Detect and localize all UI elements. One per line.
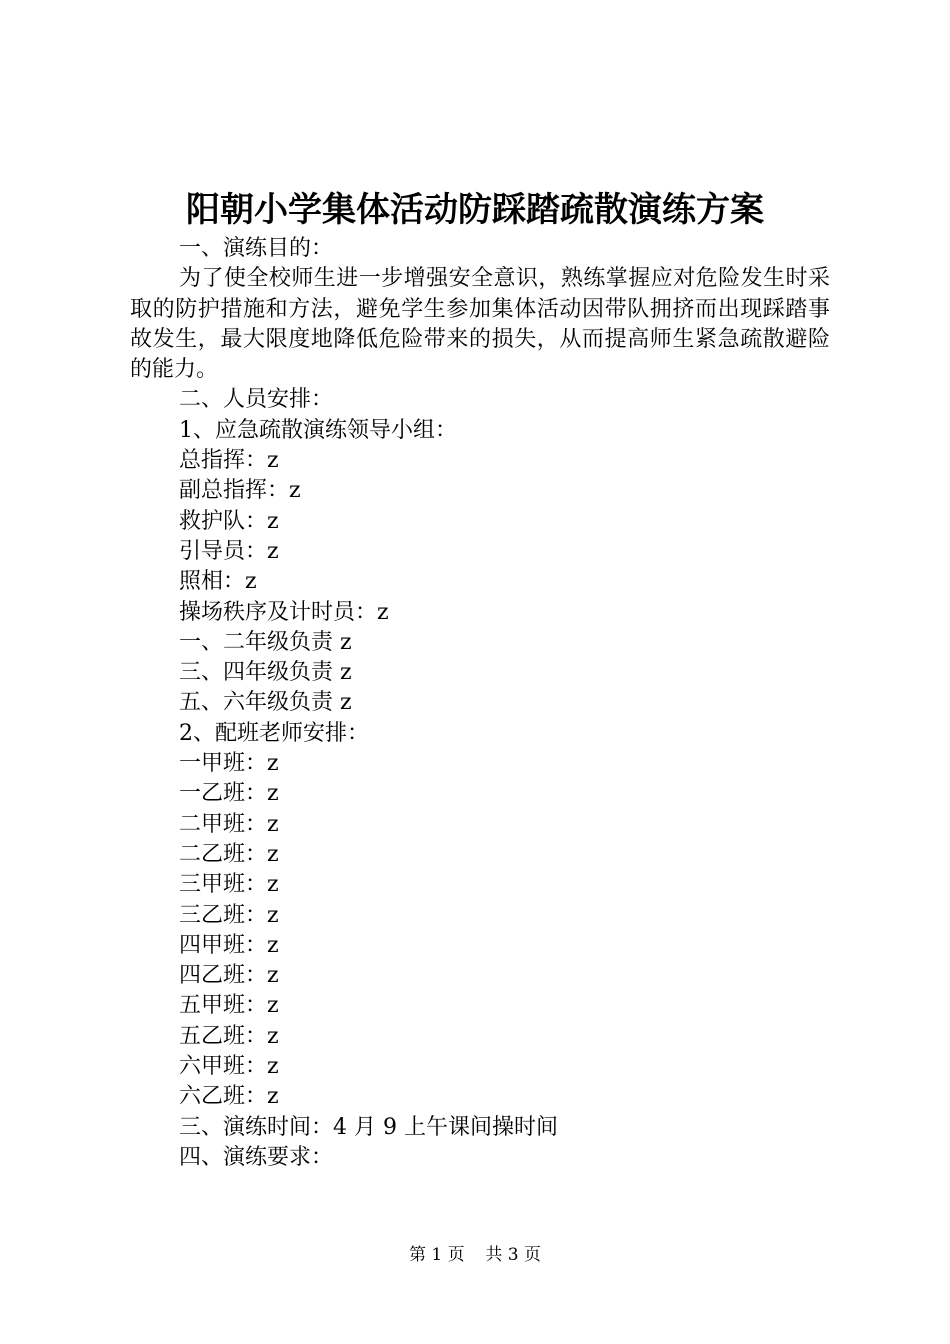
leadership-item: 操场秩序及计时员：z <box>179 599 389 625</box>
document-title: 阳朝小学集体活动防踩踏疏散演练方案 <box>186 190 764 230</box>
class-item: 六乙班：z <box>179 1084 279 1110</box>
page-number-current: 第 1 页 <box>408 1245 465 1265</box>
class-item: 四乙班：z <box>179 963 279 989</box>
class-item: 四甲班：z <box>179 932 279 958</box>
document-body <box>130 234 830 1173</box>
class-item: 五乙班：z <box>179 1023 279 1049</box>
leadership-item: 三、四年级负责 z <box>179 660 352 686</box>
class-item: 六甲班：z <box>179 1054 279 1080</box>
page-footer <box>0 1243 950 1267</box>
page-number-total: 共 3 页 <box>485 1245 542 1265</box>
class-item: 一甲班：z <box>179 751 279 777</box>
leadership-item: 引导员：z <box>179 538 279 564</box>
leadership-item: 救护队：z <box>179 508 279 534</box>
class-item: 二乙班：z <box>179 841 279 867</box>
leadership-item: 一、二年级负责 z <box>179 629 352 655</box>
subsection-heading-leadership: 1、应急疏散演练领导小组： <box>179 417 457 443</box>
leadership-item: 五、六年级负责 z <box>179 690 352 716</box>
class-list <box>130 749 830 1113</box>
leadership-list <box>130 446 830 719</box>
section-heading-personnel: 二、人员安排： <box>179 387 334 413</box>
leadership-item: 总指挥：z <box>179 448 279 474</box>
section-heading-purpose: 一、演练目的： <box>179 236 334 261</box>
class-item: 五甲班：z <box>179 993 279 1019</box>
class-item: 三甲班：z <box>179 872 279 898</box>
leadership-item: 副总指挥：z <box>179 478 301 504</box>
section-heading-time: 三、演练时间：4 月 9 上午课间操时间 <box>179 1114 558 1140</box>
section-heading-requirements: 四、演练要求： <box>179 1144 334 1170</box>
purpose-paragraph: 为了使全校师生进一步增强安全意识，熟练掌握应对危险发生时采取的防护措施和方法，避免学生参加集体活动因带队拥挤而出现踩踏事故发生，最大限度地降低危险带来的损失，从而提高师生紧急疏散避险的能力。 <box>130 266 830 383</box>
class-item: 二甲班：z <box>179 811 279 837</box>
leadership-item: 照相：z <box>179 569 257 595</box>
class-item: 三乙班：z <box>179 902 279 928</box>
subsection-heading-class-teachers: 2、配班老师安排： <box>179 720 369 746</box>
class-item: 一乙班：z <box>179 781 279 807</box>
